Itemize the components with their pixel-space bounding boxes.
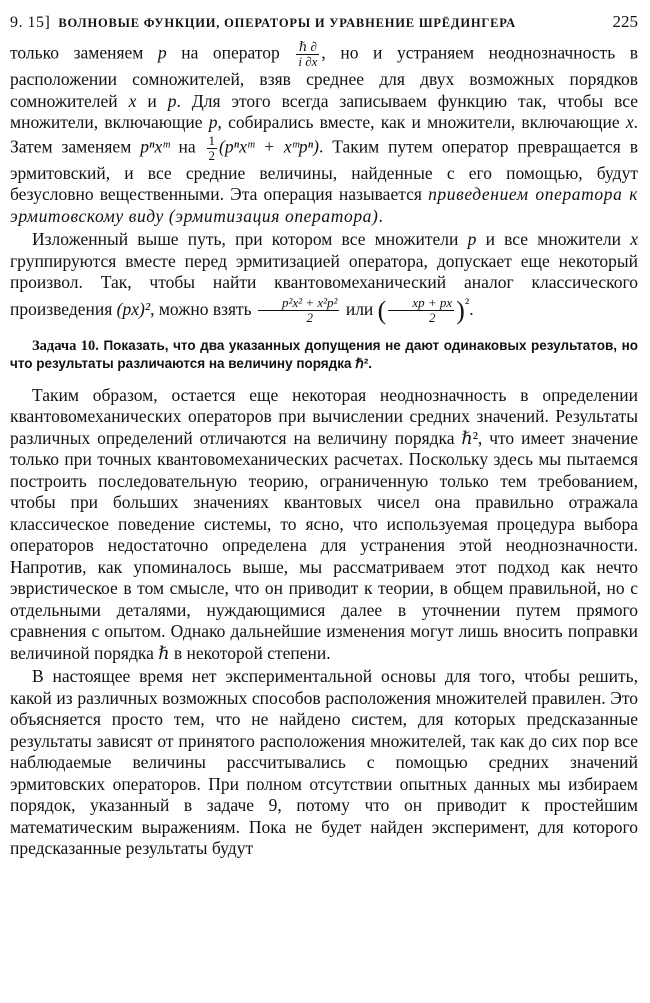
math-expression: (px)² — [116, 298, 151, 319]
text-run: и — [136, 90, 168, 111]
text-run: . — [469, 298, 474, 319]
math-symbol: x — [630, 229, 638, 249]
text-run: . Затем заменяем — [10, 112, 638, 157]
emphasized-term: приведением оператора к эрмитовскому виду (эрмитизация оператора) — [10, 184, 638, 226]
math-symbol: x — [128, 90, 137, 111]
math-symbol: p — [208, 112, 218, 132]
math-symbol: p — [157, 42, 167, 63]
symmetrized-fraction-2 — [388, 296, 454, 325]
fraction-denominator: 2 — [208, 147, 216, 163]
text-run: . — [378, 205, 383, 226]
problem-text: Показать, что два указанных допущения не дают одинаковых результатов, но что результаты различаются на величину порядка ℏ². — [10, 337, 638, 371]
text-run: , можно взять — [150, 298, 257, 319]
math-expression: pⁿxᵐ — [140, 136, 170, 157]
text-run: на оператор — [166, 42, 295, 63]
open-paren: ( — [377, 295, 387, 325]
fraction-numerator: ℏ ∂ — [296, 40, 319, 55]
fraction-numerator: p²x² + x²p² — [258, 296, 339, 311]
paragraph-3: Таким образом, остается еще некоторая неоднозначность в определении квантовомеханических операторов при вычислении средних значений. Результаты различных определений отличаются на величину порядка ℏ², что имеет значение только при точных квантовомеханических расчетах. Поскольку здесь мы пытаемся построить последовательную теорию, ограниченную только тем требованием, чтобы при больших значениях квантовых чисел она правильно отражала классическое поведение системы, то ясно, что используемая процедура выбора операторов недостаточно определена для устранения этой неоднозначности. Напротив, как упоминалось выше, мы рассматриваем этот подход как нечто эвристическое в том смысле, что он приводит к теории, в общем правильной, но с отдельными деталями, нуждающимися далее в уточнении путем прямого сравнения с опытом. Однако дальнейшие изменения могут лишь вносить поправки величиной порядка ℏ в некоторой степени. — [10, 384, 638, 663]
symmetrized-fraction-1 — [258, 296, 339, 325]
text-run: и все множители — [476, 229, 631, 249]
math-expression: (pⁿxᵐ + xᵐpⁿ) — [219, 136, 319, 157]
text-run: на — [169, 136, 205, 157]
paragraph-4: В настоящее время нет экспериментальной основы для того, чтобы решить, какой из различных возможных способов расположения множителей правилен. Это объясняется просто тем, что не найдено систем, для которых предсказанные результаты зависят от принятого расположения множителей, так как до сих пор все наблюдаемые величины рассчитывались с помощью средних значений эрмитовских операторов. При полном отсутствии опытных данных мы избираем порядок, указанный в задаче 9, потому что он приводит к простейшим математическим выражениям. Пока не будет найден эксперимент, для которого предсказанные результаты будут — [10, 666, 638, 859]
math-symbol: p — [167, 90, 177, 111]
text-run: только заменяем — [10, 42, 158, 63]
text-run: . Для этого всегда записываем функцию так, чтобы все множители, включающие — [10, 90, 638, 132]
text-run: группируются вместе перед эрмитизацией оператора, допускает еще некоторый произвол. Так, чтобы найти квантовомеханический аналог классического произведения — [10, 250, 638, 319]
running-title: ВОЛНОВЫЕ ФУНКЦИИ, ОПЕРАТОРЫ И УРАВНЕНИЕ ШРЁДИНГЕРА — [58, 16, 516, 30]
math-symbol: p — [467, 229, 477, 249]
fraction-denominator: 2 — [429, 309, 436, 325]
exponent: ² — [464, 295, 470, 312]
fraction-numerator: xp + px — [388, 296, 454, 311]
math-symbol: x — [625, 112, 634, 132]
half-fraction — [207, 134, 218, 163]
fraction-denominator: i ∂x — [298, 54, 318, 69]
fraction-denominator: 2 — [306, 309, 313, 325]
problem-label: Задача 10. — [32, 337, 99, 354]
paragraph-2 — [10, 229, 638, 325]
close-paren: ) — [456, 295, 465, 325]
text-run: , собирались вместе, как и множители, включающие — [217, 112, 626, 132]
text-run: , но и устраняем неоднозначность в расположении сомножителей, взяв среднее для двух возможных порядков сомножителей — [10, 42, 638, 111]
section-number: 9. 15] — [10, 14, 51, 31]
derivative-operator — [296, 40, 319, 69]
fraction-numerator: 1 — [208, 132, 216, 148]
paragraph-1 — [10, 40, 638, 227]
page-number: 225 — [612, 12, 638, 31]
book-page — [10, 12, 638, 860]
text-run: . Таким путем оператор превращается в эрмитовский, и все средние величины, найденные с его помощью, будут безусловно вещественными. Эта операция называется — [10, 136, 639, 204]
running-head — [10, 12, 638, 40]
text-run: Изложенный выше путь, при котором все множители — [32, 229, 468, 249]
text-run: или — [341, 298, 378, 319]
problem-10 — [10, 337, 638, 373]
